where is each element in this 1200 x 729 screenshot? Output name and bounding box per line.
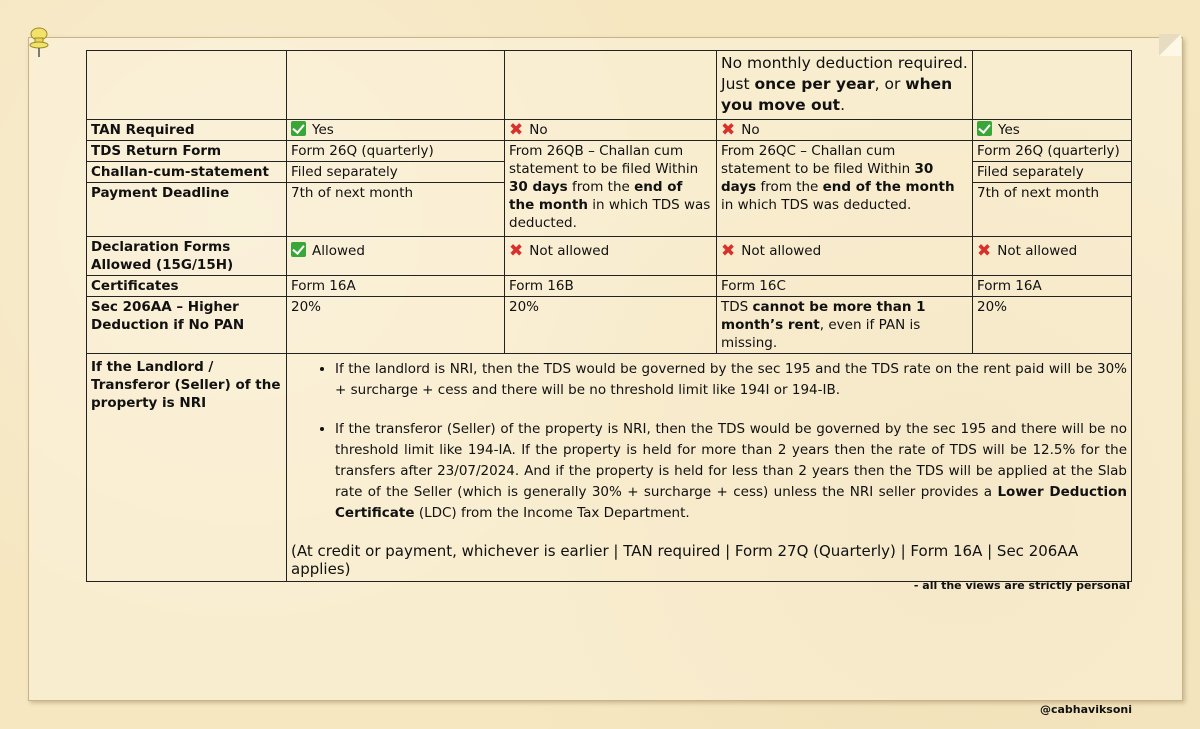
author-handle: @cabhaviksoni: [1039, 703, 1132, 716]
list-item: • If the transferor (Seller) of the property is NRI, then the TDS would be governed by the sec 195 and there will be no threshold limit like 194-IA. If the property is held for more than 2 years then the rate of TDS will be 12.5% for the transfers after 23/07/2024. And if the property is held for less than 2 years then the TDS will be applied at the Slab rate of the Seller (which is generally 30% + surcharge + cess) unless the NRI seller provides a Lower Deduction Certificate (LDC) from the Income Tax Department.: [335, 419, 1127, 524]
table-cell: ✖ Not allowed: [973, 237, 1132, 276]
table-header-row: [87, 51, 1132, 120]
row-label: Sec 206AA – Higher Deduction if No PAN: [87, 297, 287, 354]
disclaimer-text: - all the views are strictly personal: [913, 579, 1130, 592]
cross-mark-icon: ✖: [509, 241, 524, 261]
table-cell: ✖ No: [717, 120, 973, 141]
table-cell: ✖ Not allowed: [505, 237, 717, 276]
check-mark-icon: [977, 121, 992, 136]
row-label: Challan-cum-statement: [87, 162, 287, 183]
header-cell-empty: [87, 51, 287, 120]
table-cell-merged-26qc: From 26QC – Challan cum statement to be filed Within 30 days from the end of the month in which TDS was deducted.: [717, 141, 973, 237]
table-row: [87, 276, 1132, 297]
table-cell: Form 16A: [287, 276, 505, 297]
table-row: [87, 141, 1132, 162]
table-row: [87, 237, 1132, 276]
header-cell-empty: [505, 51, 717, 120]
nri-summary: (At credit or payment, whichever is earlier | TAN required | Form 27Q (Quarterly) | Form 16A | Sec 206AA applies): [291, 542, 1079, 578]
row-label: If the Landlord / Transferor (Seller) of the property is NRI: [87, 354, 287, 582]
table-cell: 20%: [973, 297, 1132, 354]
table-cell: 20%: [505, 297, 717, 354]
page-fold-corner: [1159, 34, 1181, 56]
table-cell: Form 26Q (quarterly): [973, 141, 1132, 162]
header-cell-note: No monthly deduction required. Just once per year, or when you move out.: [717, 51, 973, 120]
header-cell-empty: [287, 51, 505, 120]
check-mark-icon: [291, 121, 306, 136]
cross-mark-icon: ✖: [509, 120, 524, 140]
tds-comparison-table: [86, 50, 1132, 582]
nri-bullet-list: [291, 359, 1127, 524]
table-cell-merged-26qb: From 26QB – Challan cum statement to be filed Within 30 days from the end of the month in which TDS was deducted.: [505, 141, 717, 237]
table-row: [87, 120, 1132, 141]
list-item: • If the landlord is NRI, then the TDS would be governed by the sec 195 and the TDS rate on the rent paid will be 30% + surcharge + cess and there will be no threshold limit like 194I or 194-IB.: [335, 359, 1127, 401]
row-label: TAN Required: [87, 120, 287, 141]
table-cell: Filed separately: [973, 162, 1132, 183]
table-cell: ✖ Not allowed: [717, 237, 973, 276]
table-cell: Form 16A: [973, 276, 1132, 297]
header-cell-empty: [973, 51, 1132, 120]
table-cell: Yes: [973, 120, 1132, 141]
table-row-nri: [87, 354, 1132, 582]
check-mark-icon: [291, 242, 306, 257]
table-row: [87, 297, 1132, 354]
cross-mark-icon: ✖: [721, 241, 736, 261]
table-cell: 7th of next month: [973, 183, 1132, 237]
table-cell: Form 26Q (quarterly): [287, 141, 505, 162]
table-cell: Form 16C: [717, 276, 973, 297]
table-cell: TDS cannot be more than 1 month’s rent, even if PAN is missing.: [717, 297, 973, 354]
table-cell: Filed separately: [287, 162, 505, 183]
cross-mark-icon: ✖: [721, 120, 736, 140]
table-cell: Allowed: [287, 237, 505, 276]
pushpin-icon: [28, 26, 50, 58]
table-cell: 20%: [287, 297, 505, 354]
table-cell: Yes: [287, 120, 505, 141]
row-label: Declaration Forms Allowed (15G/15H): [87, 237, 287, 276]
table-cell: ✖ No: [505, 120, 717, 141]
nri-details-cell: [287, 354, 1132, 582]
row-label: Payment Deadline: [87, 183, 287, 237]
cross-mark-icon: ✖: [977, 241, 992, 261]
row-label: Certificates: [87, 276, 287, 297]
row-label: TDS Return Form: [87, 141, 287, 162]
table-cell: 7th of next month: [287, 183, 505, 237]
table-cell: Form 16B: [505, 276, 717, 297]
